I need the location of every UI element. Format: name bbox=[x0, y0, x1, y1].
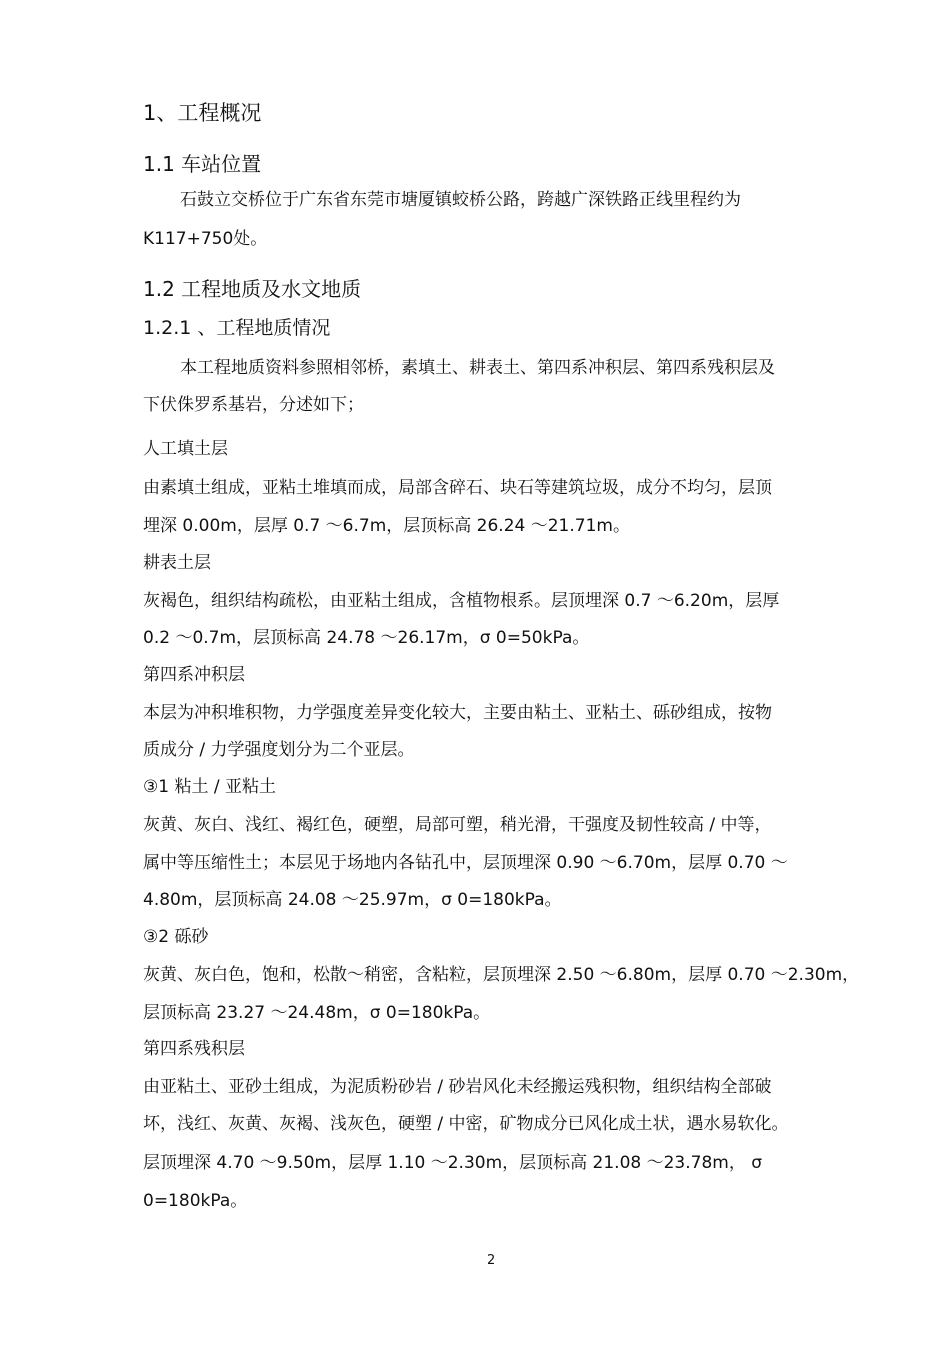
paragraph-line: 石鼓立交桥位于广东省东莞市塘厦镇蛟桥公路，跨越广深铁路正线里程约为 bbox=[180, 190, 741, 210]
paragraph-line: 本工程地质资料参照相邻桥，素填土、耕表土、第四系冲积层、第四系残积层及 bbox=[180, 358, 775, 378]
paragraph-line: 灰褐色，组织结构疏松，由亚粘土组成，含植物根系。层顶埋深 0.7 ～6.20m，层厚 bbox=[143, 591, 780, 611]
paragraph-line: 灰黄、灰白色，饱和，松散～稍密，含粘粒，层顶埋深 2.50 ～6.80m，层厚 0.70 ～2.30m， bbox=[143, 965, 860, 985]
layer-heading-topsoil: 耕表土层 bbox=[143, 553, 211, 573]
layer-heading-alluvial: 第四系冲积层 bbox=[143, 665, 245, 685]
paragraph-line: 属中等压缩性土；本层见于场地内各钻孔中，层顶埋深 0.90 ～6.70m，层厚 0.70 ～ bbox=[143, 853, 788, 873]
paragraph-line: 质成分 / 力学强度划分为二个亚层。 bbox=[143, 740, 415, 760]
paragraph-line: 本层为冲积堆积物，力学强度差异变化较大，主要由粘土、亚粘土、砾砂组成，按物 bbox=[143, 703, 772, 723]
paragraph-line: 0.2 ～0.7m，层顶标高 24.78 ～26.17m，σ 0=50kPa。 bbox=[143, 628, 590, 648]
page-number: 2 bbox=[487, 1253, 496, 1268]
layer-heading-fill: 人工填土层 bbox=[143, 439, 228, 459]
subsection-heading-geology-hydrology: 1.2 工程地质及水文地质 bbox=[143, 277, 362, 301]
paragraph-line: K117+750处。 bbox=[143, 229, 268, 249]
sublayer-heading-gravel-sand: ③2 砾砂 bbox=[143, 927, 209, 947]
section-heading-overview: 1、工程概况 bbox=[143, 101, 262, 125]
paragraph-line: 由亚粘土、亚砂土组成，为泥质粉砂岩 / 砂岩风化未经搬运残积物，组织结构全部破 bbox=[143, 1077, 772, 1097]
paragraph-line: 灰黄、灰白、浅红、褐红色，硬塑，局部可塑，稍光滑，干强度及韧性较高 / 中等， bbox=[143, 815, 772, 835]
sublayer-heading-clay: ③1 粘土 / 亚粘土 bbox=[143, 777, 276, 797]
layer-heading-residual: 第四系残积层 bbox=[143, 1039, 245, 1059]
paragraph-line: 坏，浅红、灰黄、灰褐、浅灰色，硬塑 / 中密，矿物成分已风化成土状，遇水易软化。 bbox=[143, 1114, 789, 1134]
paragraph-line: 由素填土组成，亚粘土堆填而成，局部含碎石、块石等建筑垃圾，成分不均匀，层顶 bbox=[143, 478, 772, 498]
subsection-heading-station-location: 1.1 车站位置 bbox=[143, 152, 262, 176]
paragraph-line: 0=180kPa。 bbox=[143, 1191, 248, 1211]
paragraph-line: 层顶标高 23.27 ～24.48m，σ 0=180kPa。 bbox=[143, 1003, 491, 1023]
paragraph-line: 下伏侏罗系基岩，分述如下； bbox=[143, 395, 364, 415]
paragraph-line: 层顶埋深 4.70 ～9.50m，层厚 1.10 ～2.30m，层顶标高 21.08 ～23.78m， σ bbox=[143, 1153, 763, 1173]
paragraph-line: 4.80m，层顶标高 24.08 ～25.97m，σ 0=180kPa。 bbox=[143, 890, 562, 910]
paragraph-line: 埋深 0.00m，层厚 0.7 ～6.7m，层顶标高 26.24 ～21.71m。 bbox=[143, 516, 630, 536]
subsection-heading-engineering-geology: 1.2.1 、工程地质情况 bbox=[143, 317, 331, 339]
